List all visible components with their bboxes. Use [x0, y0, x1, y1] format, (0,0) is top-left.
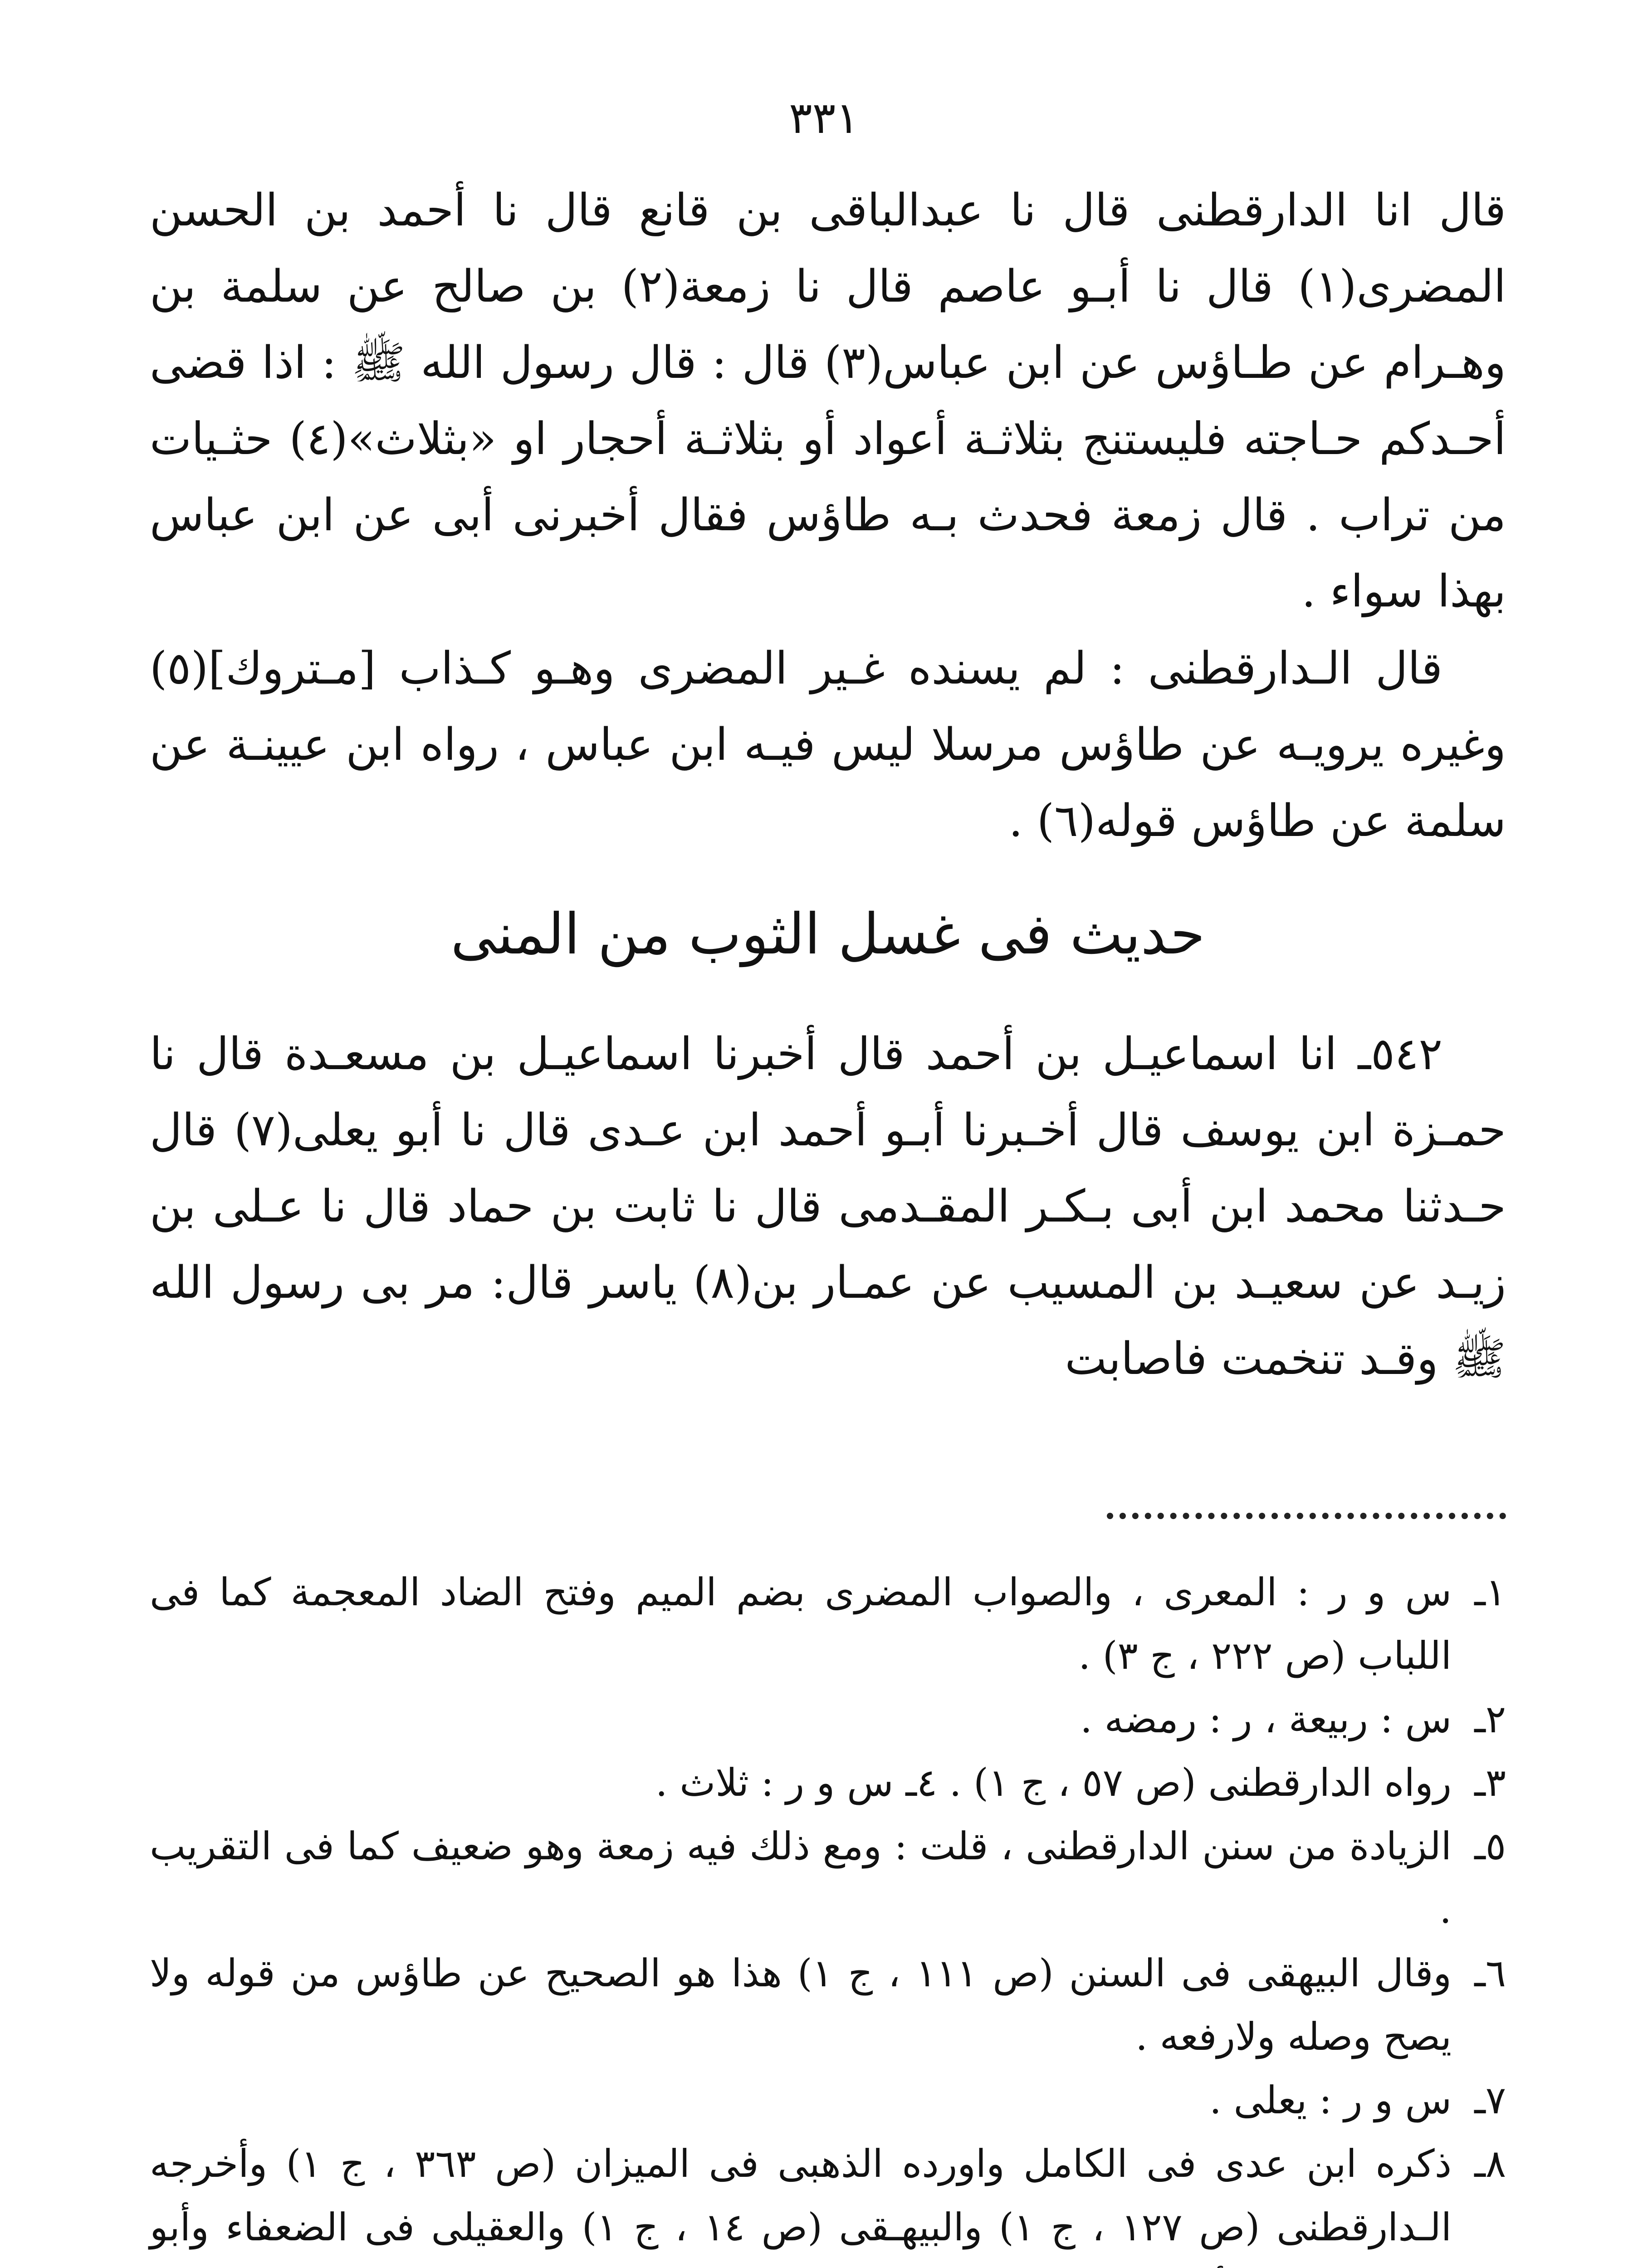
page-number: ٣٣١ — [789, 93, 859, 143]
hadith-paragraph-2 — [150, 631, 1506, 859]
footnote-item — [150, 1687, 1506, 1751]
footnote-divider — [1107, 1513, 1506, 1519]
footnote-item — [150, 1814, 1506, 1941]
hadith-paragraph-1 — [150, 172, 1506, 630]
footnote-text: س و ر : يعلى . — [1209, 2078, 1452, 2122]
footnote-text: س : ربيعة ، ر : رمضه . — [1080, 1697, 1452, 1741]
footnote-item — [150, 2068, 1506, 2132]
footnotes-list — [150, 1560, 1506, 2268]
paragraph-text: قال انا الدارقطنى قال نا عبدالباقى بن قانع قال نا أحمد بن الحسن المضرى(١) قال نا أبـو عاصم قال نا زمعة(٢) بن صالح عن سلمة بن وهـرام عن طـاؤس عن ابن عباس(٣) قال : قال رسول الله ﷺ : اذا قضى أحـدكم حـاجته فليستنج بثلاثـة أعواد أو بثلاثـة أحجار او «بثلاث»(٤) حثـيات من تراب . قال زمعة فحدث بـه طاؤس فقال أخبرنى أبى عن ابن عباس بهذا سواء . — [150, 185, 1506, 617]
footnote-number: ٦ـ — [1474, 1951, 1506, 1995]
section-title: حديث فى غسل الثوب من المنى — [450, 902, 1205, 967]
footnote-text: ذكره ابن عدى فى الكامل واورده الذهبى فى الميزان (ص ٣٦٣ ، ج ١) وأخرجه الـدارقطنى (ص ١٢٧ ، ج ١) والبيهـقى (ص ١٤ ، ج ١) والعقيلى فى الضعفاء وأبو — [150, 2141, 1452, 2249]
footnote-item — [150, 1751, 1506, 1814]
footnote-text: رواه الدارقطنى (ص ٥٧ ، ج ١) . ٤ـ س و ر : ثلاث . — [655, 1760, 1452, 1805]
footnote-number: ٨ـ — [1474, 2141, 1506, 2186]
footnote-number: ٥ـ — [1474, 1824, 1506, 1868]
footnote-text: س و ر : المعرى ، والصواب المضرى بضم الميم وفتح الضاد المعجمة كما فى اللباب (ص ٢٢٢ ، ج ٣) . — [150, 1570, 1452, 1678]
footnote-item — [150, 1941, 1506, 2068]
footnote-text: الزيادة من سنن الدارقطنى ، قلت : ومع ذلك فيه زمعة وهو ضعيف كما فى التقريب . — [150, 1824, 1452, 1932]
footnote-number: ٧ـ — [1474, 2078, 1506, 2122]
footnote-number: ٢ـ — [1474, 1697, 1506, 1741]
paragraph-text: ٥٤٢ـ انا اسماعيـل بن أحمد قال أخبرنا اسماعيـل بن مسعـدة قال نا حمـزة ابن يوسف قال أخـبرنا أبـو أحمد ابن عـدى قال نا أبو يعلى(٧) قال حـدثنا محمد ابن أبى بـكـر المقـدمى قال نا ثابت بن حماد قال نا عـلى بن زيـد عن سعيـد بن المسيب عن عمـار بن(٨) ياسر قال: مر بى رسول الله ﷺ وقـد تنخمت فاصابت — [150, 1028, 1506, 1385]
footnote-number: ١ـ — [1474, 1570, 1506, 1614]
footnote-text: وقال البيهقى فى السنن (ص ١١١ ، ج ١) هذا هو الصحيح عن طاؤس من قوله ولا يصح وصله ولارفعه . — [150, 1951, 1452, 2059]
footnote-item — [150, 2132, 1506, 2268]
footnote-number: ٣ـ — [1474, 1760, 1506, 1805]
footnote-item — [150, 1560, 1506, 1687]
hadith-paragraph-3 — [150, 1016, 1506, 1397]
paragraph-text: قال الـدارقطنى : لم يسنده غـير المضرى وهـو كـذاب [مـتروك](٥) وغيره يرويـه عن طاؤس مرسلا ليس فيـه ابن عباس ، رواه ابن عيينـة عن سلمة عن طاؤس قوله(٦) . — [150, 643, 1506, 847]
